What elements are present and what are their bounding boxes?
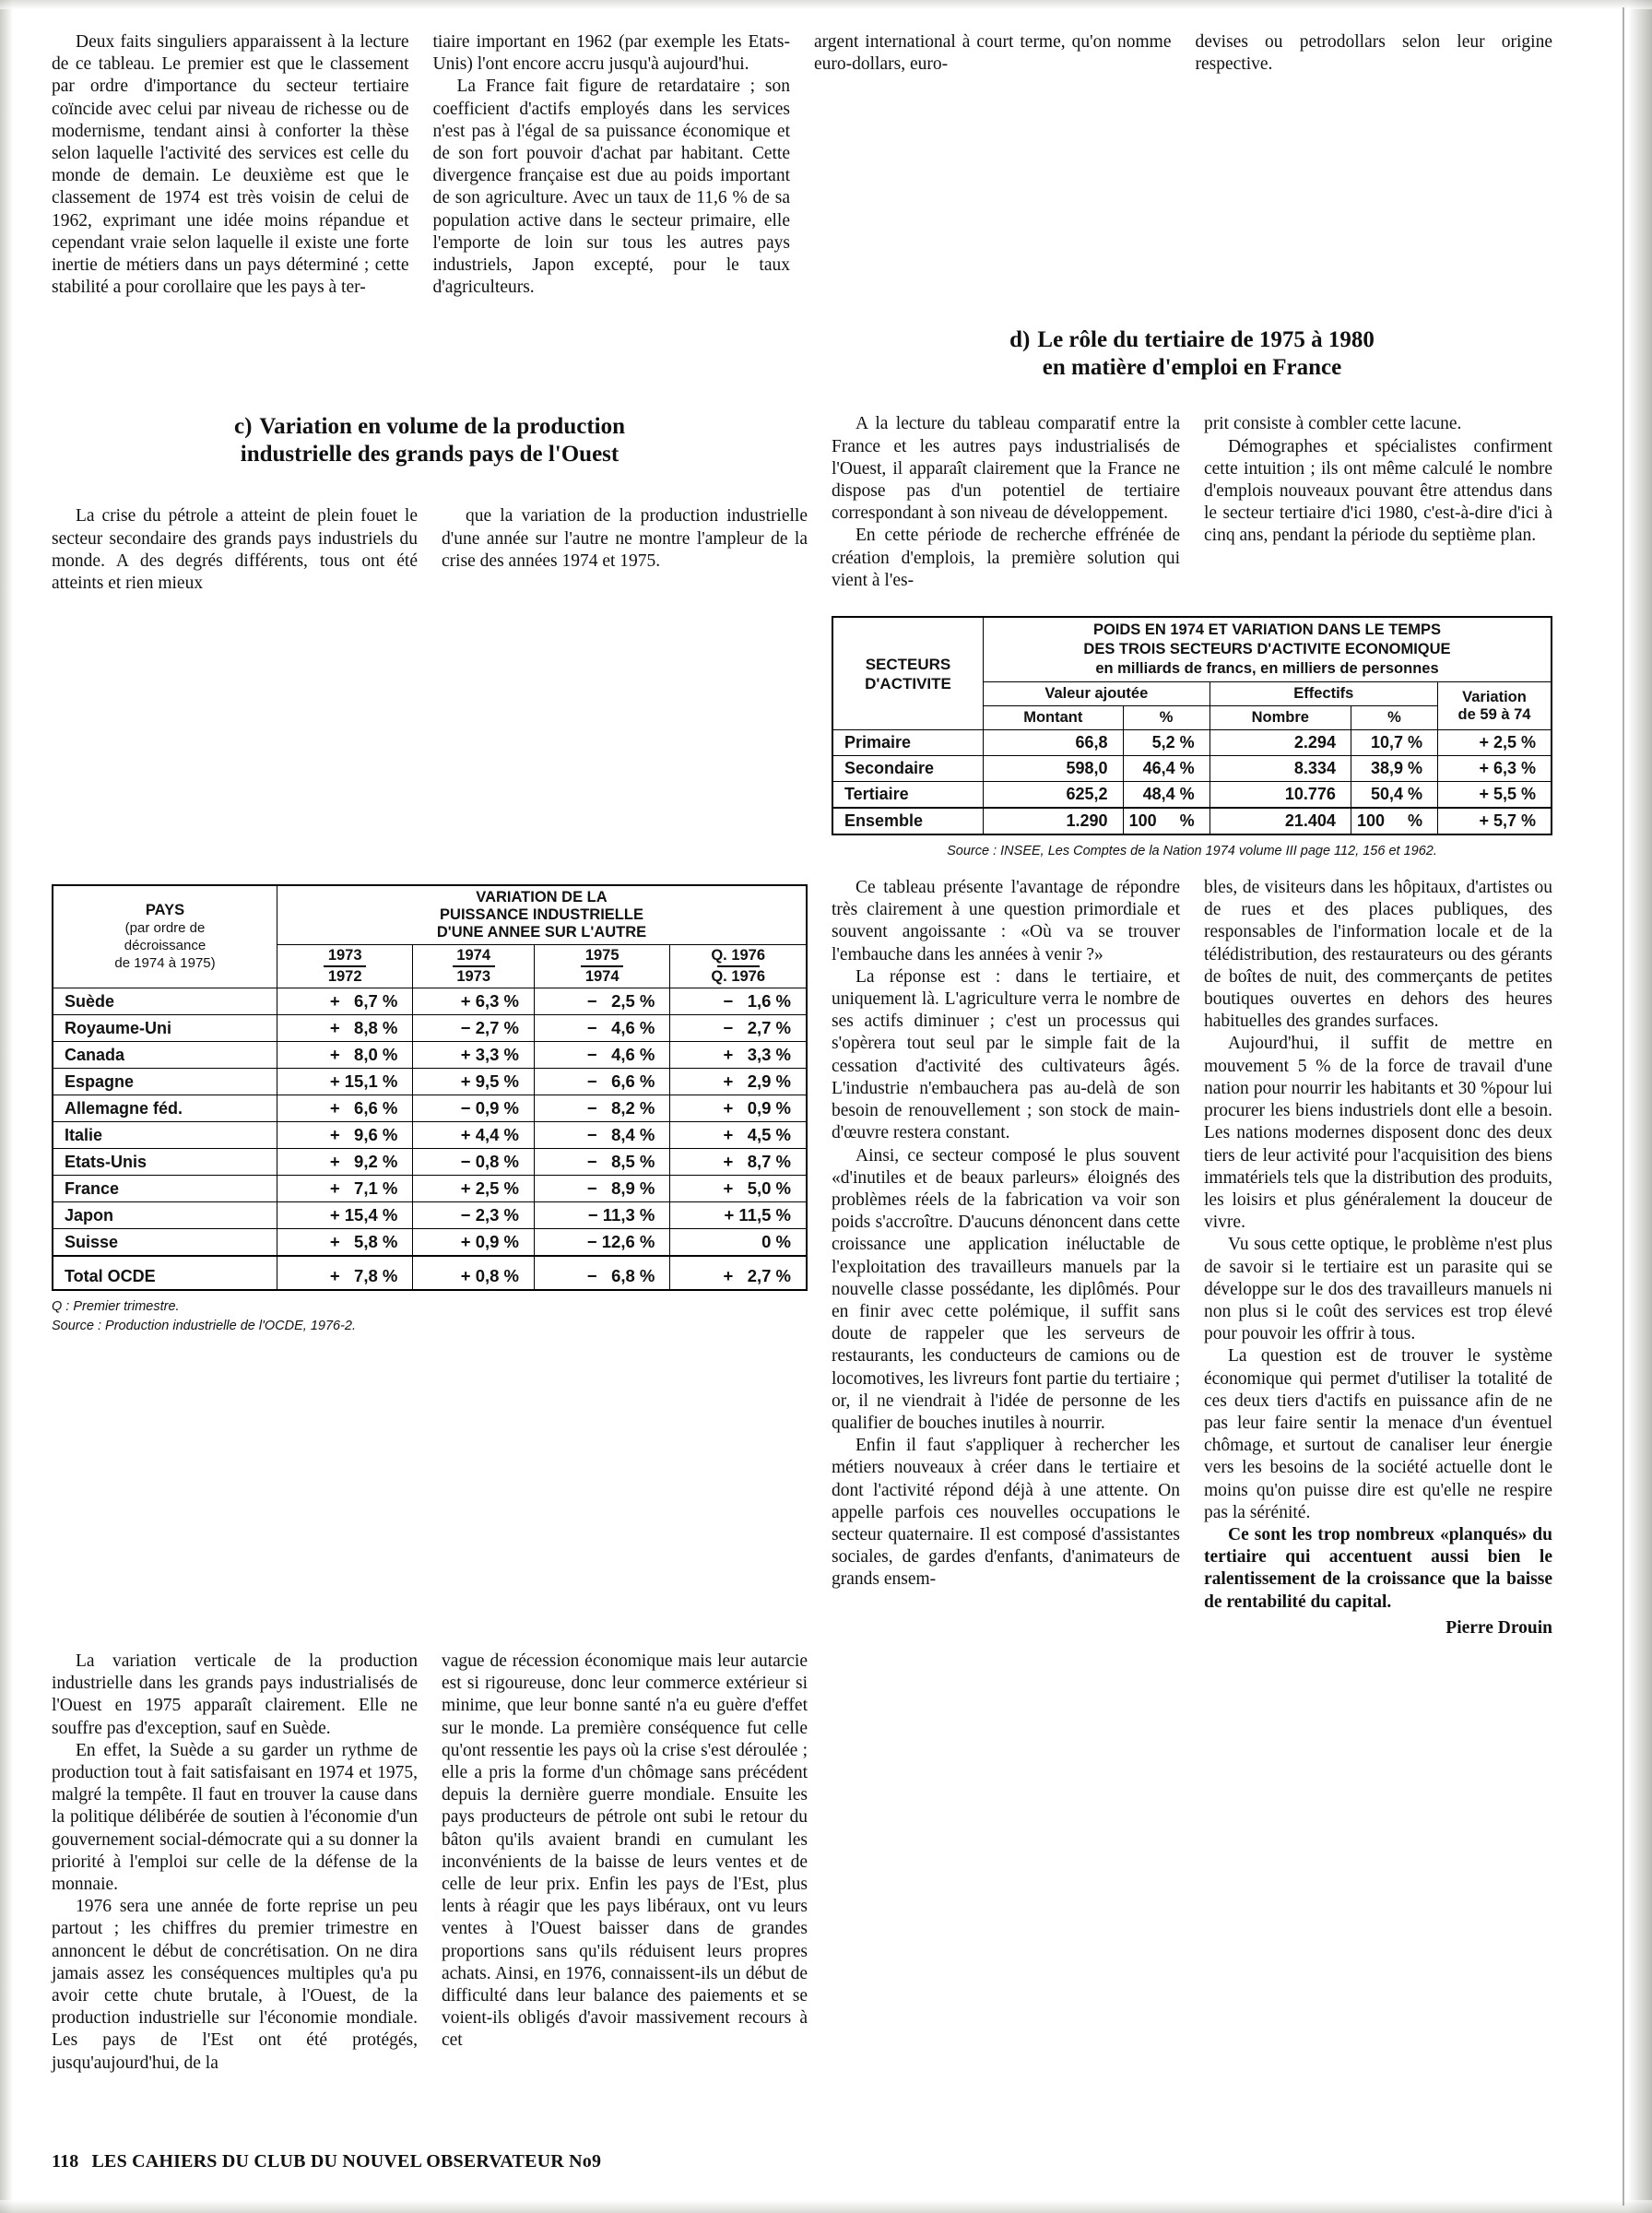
top-column-1 — [52, 31, 409, 299]
insee-cell-pct2: 10,7 % — [1351, 730, 1437, 756]
ocde-row-label: Suisse — [53, 1229, 277, 1257]
table-row — [832, 756, 1552, 782]
ocde-cell-q1976: + 8,7 % — [670, 1149, 807, 1176]
ocde-cell-1974-1973: + 6,3 % — [413, 988, 535, 1015]
ocde-cell-q1976: + 0,9 % — [670, 1095, 807, 1122]
paragraph: que la variation de la production industrielle d'une année sur l'autre ne montre l'ampleur de la crise des années 1974 et 1975. — [442, 506, 808, 571]
insee-cell-variation: + 6,3 % — [1438, 756, 1552, 782]
insee-header-valeur-ajoutee: Valeur ajoutée — [984, 682, 1210, 706]
insee-cell-pct1: 5,2 % — [1123, 730, 1210, 756]
ocde-cell-1975-1974: − 12,6 % — [535, 1229, 670, 1257]
ocde-cell-q1976: + 5,0 % — [670, 1176, 807, 1202]
ocde-cell-q1976: 0 % — [670, 1229, 807, 1257]
table-row — [53, 988, 807, 1015]
insee-cell-montant: 598,0 — [984, 756, 1124, 782]
insee-table — [832, 616, 1552, 835]
ocde-header-pays: PAYS (par ordre de décroissance de 1974 à 1975) — [53, 885, 277, 988]
section-c-title-line1: Variation en volume de la production — [259, 414, 625, 440]
ocde-cell-1974-1973: − 0,9 % — [413, 1095, 535, 1122]
ocde-cell-1974-1973: − 0,8 % — [413, 1149, 535, 1176]
table-row — [53, 1202, 807, 1229]
ocde-row-label: Royaume-Uni — [53, 1015, 277, 1042]
insee-header-pct-effectifs: % — [1351, 706, 1437, 730]
ocde-cell-1974-1973: + 4,4 % — [413, 1122, 535, 1149]
bottom-column-1 — [52, 1651, 418, 2075]
scan-edge-right — [1628, 0, 1652, 2213]
bottom-left-columns — [52, 1651, 808, 2075]
section-d-letter: d) — [1009, 327, 1031, 353]
ocde-cell-1975-1974: − 8,5 % — [535, 1149, 670, 1176]
ocde-cell-1975-1974: − 8,2 % — [535, 1095, 670, 1122]
insee-cell-variation: + 2,5 % — [1438, 730, 1552, 756]
paragraph: tiaire important en 1962 (par exemple les Etats-Unis) l'ont encore accru jusqu'à aujourd'hui. — [432, 32, 790, 75]
insee-header-nombre: Nombre — [1210, 706, 1351, 730]
ocde-cell-1973-1972: + 15,1 % — [277, 1069, 413, 1095]
paragraph-conclusion: Ce sont les trop nombreux «planqués» du tertiaire qui accentuent aussi bien le ralentissement de la croissance que la baisse de rentabilité du capital. — [1204, 1524, 1552, 1612]
insee-cell-montant: 66,8 — [984, 730, 1124, 756]
paragraph: La crise du pétrole a atteint de plein fouet le secteur secondaire des grands pays industriels du monde. A des degrés différents, tous ont été atteints et rien mieux — [52, 506, 418, 594]
ocde-total-label: Total OCDE — [53, 1256, 277, 1290]
paragraph: Vu sous cette optique, le problème n'est plus de savoir si le tertiaire est un parasite qui se développe sur le dos des travailleurs manuels ni non plus si le coût des services est trop élevé pour pouvoir les offrir à tous. — [1204, 1235, 1552, 1344]
ocde-header-year-4: Q. 1976 Q. 1976 — [670, 945, 807, 988]
ocde-total-1974-1973: + 0,8 % — [413, 1256, 535, 1290]
bottom-column-2 — [442, 1651, 808, 2075]
insee-total-montant: 1.290 — [984, 808, 1124, 834]
paragraph: En cette période de recherche effrénée de création d'emplois, la première solution qui vient à l'es- — [832, 526, 1180, 590]
table-row — [53, 1176, 807, 1202]
page-number: 118 — [52, 2151, 79, 2172]
ocde-cell-1975-1974: − 6,6 % — [535, 1069, 670, 1095]
ocde-cell-1973-1972: + 8,0 % — [277, 1042, 413, 1069]
paragraph: Aujourd'hui, il suffit de mettre en mouvement 5 % de la force de travail d'une nation pour nourrir les habitants et 30 %pour lui procurer les biens industriels dont elle a besoin. Les nations modernes disposent donc des deux tiers de leur activité pour l'acquisition des biens immatériels tels que la distribution des produits, les loisirs et plus généralement la douceur de vivre. — [1204, 1034, 1552, 1233]
publication-name: LES CAHIERS DU CLUB DU NOUVEL OBSERVATEUR No9 — [91, 2151, 602, 2172]
insee-row-label: Secondaire — [832, 756, 984, 782]
insee-total-variation: + 5,7 % — [1438, 808, 1552, 834]
insee-total-row — [832, 808, 1552, 834]
ocde-cell-1973-1972: + 6,6 % — [277, 1095, 413, 1122]
insee-cell-montant: 625,2 — [984, 782, 1124, 809]
insee-source-note: Source : INSEE, Les Comptes de la Nation 1974 volume III page 112, 156 et 1962. — [947, 844, 1437, 859]
author-signature: Pierre Drouin — [1446, 1617, 1552, 1638]
table-row — [832, 730, 1552, 756]
ocde-cell-1973-1972: + 6,7 % — [277, 988, 413, 1015]
insee-cell-nombre: 8.334 — [1210, 756, 1351, 782]
bottom-right-columns — [832, 877, 1552, 1639]
ocde-header-year-3: 1975 1974 — [535, 945, 670, 988]
ocde-cell-1973-1972: + 15,4 % — [277, 1202, 413, 1229]
paragraph: 1976 sera une année de forte reprise un peu partout ; les chiffres du premier trimestre en annoncent le début de concrétisation. On ne dira jamais assez les conséquences multiples qu'a pu avoir cette chute brutale, à l'Ouest, de la production industrielle sur l'économie mondiale. Les pays de l'Est ont été protégés, jusqu'aujourd'hui, de la — [52, 1897, 418, 2073]
insee-cell-nombre: 2.294 — [1210, 730, 1351, 756]
paragraph: La question est de trouver le système économique qui permet d'utiliser la totalité de ces deux tiers d'actifs en puissance afin de ne pas leur faire sentir la menace d'un éventuel chômage, et surtout de canaliser leur énergie vers les besoins de la société actuelle dont le moins qu'on puisse dire est qu'elle ne respire pas la sérénité. — [1204, 1346, 1552, 1522]
section-c-title-line2: industrielle des grands pays de l'Ouest — [240, 442, 620, 467]
ocde-total-1973-1972: + 7,8 % — [277, 1256, 413, 1290]
scan-edge-top — [0, 0, 1652, 9]
ocde-cell-1975-1974: − 4,6 % — [535, 1015, 670, 1042]
ocde-row-label: France — [53, 1176, 277, 1202]
ocde-cell-q1976: + 11,5 % — [670, 1202, 807, 1229]
paragraph: Ce tableau présente l'avantage de répondre très clairement à une question primordiale et souvent angoissante : «Où va se trouver l'embauche dans les années à venir ?» — [832, 878, 1180, 964]
page-footer — [52, 2151, 601, 2172]
ocde-cell-1975-1974: − 11,3 % — [535, 1202, 670, 1229]
insee-cell-pct1: 46,4 % — [1123, 756, 1210, 782]
ocde-source-note: Source : Production industrielle de l'OCDE, 1976-2. — [52, 1319, 356, 1334]
paragraph: Enfin il faut s'appliquer à rechercher les métiers nouveaux à créer dans le tertiaire et dont l'activité répond déjà à une attente. On appelle parfois ces nouvelles occupations le secteur quaternaire. Il est composé d'assistantes sociales, de gardes d'enfants, d'animateurs de grands ensem- — [832, 1436, 1180, 1590]
top-column-2 — [433, 31, 791, 299]
section-d-heading — [832, 326, 1552, 382]
ocde-row-label: Allemagne féd. — [53, 1095, 277, 1122]
table-row — [53, 1149, 807, 1176]
section-c-heading — [52, 413, 808, 468]
insee-header-effectifs: Effectifs — [1210, 682, 1437, 706]
ocde-header-year-1: 1973 1972 — [277, 945, 413, 988]
ocde-cell-1974-1973: − 2,3 % — [413, 1202, 535, 1229]
insee-header-secteurs: SECTEURS D'ACTIVITE — [832, 617, 984, 730]
insee-total-pct1: 100 % — [1123, 808, 1210, 834]
scan-edge-left — [0, 0, 13, 2213]
ocde-row-label: Etats-Unis — [53, 1149, 277, 1176]
section-d-title-line1: Le rôle du tertiaire de 1975 à 1980 — [1037, 327, 1375, 353]
bottom-column-4 — [1204, 877, 1552, 1639]
ocde-row-label: Espagne — [53, 1069, 277, 1095]
top-column-3 — [814, 31, 1172, 299]
insee-header-poids: POIDS EN 1974 ET VARIATION DANS LE TEMPS DES TROIS SECTEURS D'ACTIVITE ECONOMIQUE en milliards de francs, en milliers de personnes — [984, 617, 1552, 682]
ocde-cell-q1976: + 2,9 % — [670, 1069, 807, 1095]
section-d-intro — [832, 413, 1552, 592]
scan-edge-bottom — [0, 2200, 1652, 2213]
insee-header-pct-valeur: % — [1123, 706, 1210, 730]
ocde-cell-q1976: − 2,7 % — [670, 1015, 807, 1042]
ocde-cell-q1976: − 1,6 % — [670, 988, 807, 1015]
ocde-cell-1975-1974: − 4,6 % — [535, 1042, 670, 1069]
ocde-cell-1975-1974: − 8,4 % — [535, 1122, 670, 1149]
ocde-cell-1975-1974: − 8,9 % — [535, 1176, 670, 1202]
ocde-header-year-2: 1974 1973 — [413, 945, 535, 988]
ocde-cell-1973-1972: + 7,1 % — [277, 1176, 413, 1202]
paragraph: argent international à court terme, qu'on nomme euro-dollars, euro- — [814, 32, 1172, 75]
ocde-cell-1974-1973: + 2,5 % — [413, 1176, 535, 1202]
insee-header-montant: Montant — [984, 706, 1124, 730]
paragraph: bles, de visiteurs dans les hôpitaux, d'artistes ou de rues et des places publiques, des responsables de l'information locale et de la télédistribution, des restaurateurs ou des gérants de boîtes de nuit, des commerçants de petites boutiques ouvertes en dehors des heures habituelles des grandes surfaces. — [1204, 878, 1552, 1032]
table-header-row — [832, 617, 1552, 682]
ocde-cell-1974-1973: + 9,5 % — [413, 1069, 535, 1095]
table-row — [53, 1095, 807, 1122]
insee-row-label: Tertiaire — [832, 782, 984, 809]
ocde-cell-1973-1972: + 9,2 % — [277, 1149, 413, 1176]
page-gutter-rule — [1622, 7, 1624, 2206]
insee-cell-pct2: 50,4 % — [1351, 782, 1437, 809]
page-content — [52, 31, 1552, 2075]
ocde-total-row — [53, 1256, 807, 1290]
table-header-row — [53, 885, 807, 945]
ocde-table — [52, 884, 808, 1291]
ocde-cell-1974-1973: − 2,7 % — [413, 1015, 535, 1042]
paragraph: La France fait figure de retardataire ; son coefficient d'actifs employés dans les services n'est pas à l'égal de sa puissance économique et de son fort pouvoir d'achat par habitant. Cette divergence française est due au poids important de son agriculture. Avec un taux de 11,6 % de sa population active dans le secteur primaire, elle l'emporte de loin sur tous les autres pays industriels, Japon excepté, pour le taux d'agriculteurs. — [432, 77, 790, 298]
insee-total-label: Ensemble — [832, 808, 984, 834]
paragraph: Ainsi, ce secteur composé le plus souvent «d'inutiles et de beaux parleurs» éloignés des problèmes réels de la fabrication va voir son poids s'accroître. D'aucuns dénoncent dans cette croissance une application inéluctable de l'exploitation des travailleurs manuels par la nouvelle classe possédante, les diplômés. Pour en finir avec cette polémique, il suffit sans doute de rappeler que les serveurs de restaurants, les conducteurs de camions ou de locomotives, les livreurs font partie du tertiaire ; or, il ne viendrait à l'idée de personne de les qualifier de bouches inutiles à nourrir. — [832, 1145, 1180, 1433]
ocde-cell-1973-1972: + 8,8 % — [277, 1015, 413, 1042]
table-row — [53, 1069, 807, 1095]
ocde-row-label: Italie — [53, 1122, 277, 1149]
paragraph: En effet, la Suède a su garder un rythme de production tout à fait satisfaisant en 1974 et 1975, malgré la tempête. Il faut en trouver la cause dans la politique délibérée de soutien à l'économie d'un gouvernement social-démocrate qui a su donner la priorité à l'emploi sur celle de la défense de la monnaie. — [52, 1740, 418, 1894]
ocde-row-label: Japon — [53, 1202, 277, 1229]
paragraph: devises ou petrodollars selon leur origine respective. — [1195, 32, 1552, 75]
insee-cell-nombre: 10.776 — [1210, 782, 1351, 809]
ocde-note-q: Q : Premier trimestre. — [52, 1299, 180, 1315]
paragraph: prit consiste à combler cette lacune. — [1204, 414, 1462, 434]
paragraph: La variation verticale de la production industrielle dans les grands pays industrialisés de l'Ouest en 1975 apparaît clairement. Elle ne souffre pas d'exception, sauf en Suède. — [52, 1651, 418, 1738]
table-row — [53, 1122, 807, 1149]
ocde-total-1975-1974: − 6,8 % — [535, 1256, 670, 1290]
ocde-cell-1973-1972: + 9,6 % — [277, 1122, 413, 1149]
insee-header-variation: Variation de 59 à 74 — [1438, 682, 1552, 730]
section-c-letter: c) — [234, 414, 253, 440]
paragraph: Deux faits singuliers apparaissent à la lecture de ce tableau. Le premier est que le classement par ordre d'importance du secteur tertiaire coïncide avec celui par niveau de richesse ou de modernisme, tendant ainsi à conforter la thèse selon laquelle l'activité des services est celle du monde de demain. Le deuxième est que le classement de 1974 est très voisin de celui de 1962, exprimant une idée moins répandue et cependant vraie selon laquelle il existe une forte inertie de métiers dans un pays déterminé ; cette stabilité a pour corollaire que les pays à ter- — [52, 32, 409, 298]
ocde-cell-1973-1972: + 5,8 % — [277, 1229, 413, 1257]
insee-cell-pct1: 48,4 % — [1123, 782, 1210, 809]
bottom-column-3 — [832, 877, 1180, 1639]
insee-total-nombre: 21.404 — [1210, 808, 1351, 834]
top-text-block — [52, 31, 1552, 299]
insee-cell-variation: + 5,5 % — [1438, 782, 1552, 809]
section-c-intro — [52, 505, 808, 595]
insee-total-pct2: 100 % — [1351, 808, 1437, 834]
ocde-row-label: Canada — [53, 1042, 277, 1069]
paragraph: Démographes et spécialistes confirment cette intuition ; ils ont même calculé le nombre d'emplois nouveaux pouvant être attendus dans le secteur tertiaire d'ici 1980, c'est-à-dire d'ici à cinq ans, pendant la période du septième plan. — [1204, 436, 1552, 546]
insee-row-label: Primaire — [832, 730, 984, 756]
table-row — [53, 1015, 807, 1042]
insee-cell-pct2: 38,9 % — [1351, 756, 1437, 782]
ocde-header-variation: VARIATION DE LA PUISSANCE INDUSTRIELLE D'UNE ANNEE SUR L'AUTRE — [277, 885, 808, 945]
ocde-cell-1974-1973: + 0,9 % — [413, 1229, 535, 1257]
ocde-cell-q1976: + 3,3 % — [670, 1042, 807, 1069]
section-d-title-line2: en matière d'emploi en France — [1042, 355, 1342, 381]
table-row — [53, 1229, 807, 1257]
ocde-cell-1974-1973: + 3,3 % — [413, 1042, 535, 1069]
ocde-cell-1975-1974: − 2,5 % — [535, 988, 670, 1015]
paragraph: La réponse est : dans le tertiaire, et uniquement là. L'agriculture verra le nombre de ses actifs diminuer ; c'est un processus qui s'opèrera tout seul par le simple fait de la cessation d'activité des cultivateurs âgés. L'industrie n'embauchera pas au-delà de son besoin de renouvellement ; son stock de main-d'œuvre restera constant. — [832, 966, 1180, 1143]
table-row — [53, 1042, 807, 1069]
paragraph: vague de récession économique mais leur autarcie est si rigoureuse, donc leur commerce extérieur si minime, que leur bonne santé n'a eu guère d'effet sur le monde. La première conséquence fut celle qu'ont ressentie les pays où la crise s'est déroulée ; elle a pris la forme d'un chômage sans précédent depuis la dernière guerre mondiale. Ensuite les pays producteurs de pétrole ont subi le retour du bâton qu'ils avaient brandi en cumulant les inconvénients de la baisse de leurs ventes et de celle de leur prix. Enfin les pays de l'Est, plus lents à réagir que les pays libéraux, ont vu leurs ventes à l'Ouest baisser dans de grandes proportions sans qu'ils réduisent leurs propres achats. Ainsi, en 1976, connaissent-ils un début de difficulté dans leur balance des paiements et se voient-ils obligés d'avoir massivement recours à cet — [442, 1651, 808, 2051]
paragraph: A la lecture du tableau comparatif entre la France et les autres pays industrialisés de l'Ouest, il apparaît clairement que la France ne dispose pas d'un potentiel de tertiaire correspondant à son niveau de développement. — [832, 414, 1180, 524]
table-row — [832, 782, 1552, 809]
ocde-row-label: Suède — [53, 988, 277, 1015]
ocde-cell-q1976: + 4,5 % — [670, 1122, 807, 1149]
ocde-total-q1976: + 2,7 % — [670, 1256, 807, 1290]
top-column-4 — [1196, 31, 1553, 299]
